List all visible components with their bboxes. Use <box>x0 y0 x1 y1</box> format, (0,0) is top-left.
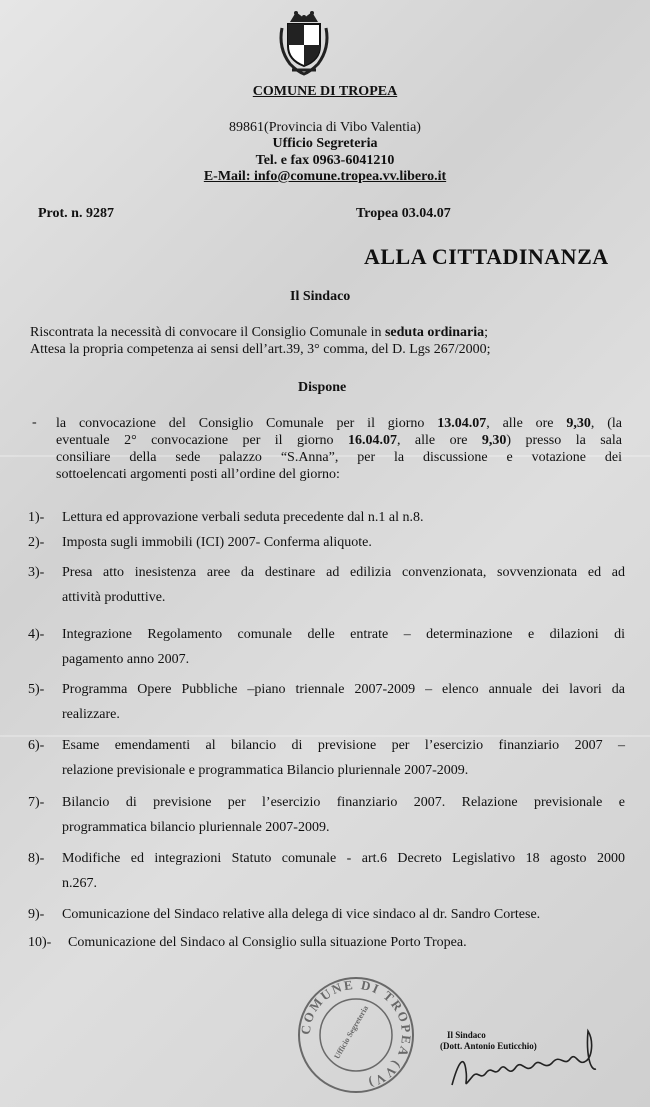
agenda-item: 5)- Programma Opere Pubbliche –piano triennale 2007-2009 – elenco annuale dei lavori da realizzare. <box>28 682 625 722</box>
intro-line-2: Attesa la propria competenza ai sensi dell’art.39, 3° comma, del D. Lgs 267/2000; <box>30 342 491 357</box>
signature-title: Il Sindaco <box>447 1030 486 1040</box>
coat-of-arms-icon <box>276 8 332 78</box>
handwritten-signature <box>436 1023 626 1103</box>
stamp-center-text: Ufficio Segreteria <box>332 1003 371 1061</box>
office-line: Ufficio Segreteria <box>272 136 378 151</box>
convocation-line: la convocazione del Consiglio Comunale per il giorno 13.04.07, alle ore 9,30, (la <box>56 416 622 431</box>
intro-paragraph <box>30 324 625 358</box>
agenda-item: 9)- Comunicazione del Sindaco relative alla delega di vice sindaco al dr. Sandro Cortese. <box>28 907 541 922</box>
bullet-dash: - <box>32 415 37 430</box>
convocation-paragraph <box>56 415 622 483</box>
email-line: E-Mail: info@comune.tropea.vv.libero.it <box>203 169 447 184</box>
stamp-ring-text: COMUNE DI TROPEA (VV) <box>297 976 415 1092</box>
agenda-item: 8)- Modifiche ed integrazioni Statuto comunale - art.6 Decreto Legislativo 18 agosto 2000 n.267. <box>28 851 625 891</box>
intro-line-1: Riscontrata la necessità di convocare il Consiglio Comunale in seduta ordinaria; <box>30 325 489 340</box>
municipality-name: COMUNE DI TROPEA <box>252 84 398 99</box>
agenda-item: 1)- Lettura ed approvazione verbali seduta precedente dal n.1 al n.8. <box>28 510 424 525</box>
convocation-line: consiliare della sede palazzo “S.Anna”, per la discussione e votazione dei <box>56 450 622 465</box>
sindaco-heading: Il Sindaco <box>290 289 351 304</box>
document-title: ALLA CITTADINANZA <box>364 244 609 269</box>
province-line: 89861(Provincia di Vibo Valentia) <box>229 120 421 135</box>
place-date: Tropea 03.04.07 <box>356 206 451 221</box>
protocol-number: Prot. n. 9287 <box>38 206 114 221</box>
official-stamp <box>296 974 416 1096</box>
dispone-heading: Dispone <box>298 380 347 395</box>
signature-name: (Dott. Antonio Euticchio) <box>440 1041 537 1051</box>
convocation-line: sottoelencati argomenti posti all’ordine del giorno: <box>56 467 340 482</box>
phone-line: Tel. e fax 0963-6041210 <box>255 153 395 168</box>
agenda-item: 6)- Esame emendamenti al bilancio di previsione per l’esercizio finanziario 2007 – relazione previsionale e programmatica Bilancio pluriennale 2007-2009. <box>28 738 625 778</box>
agenda-item: 4)- Integrazione Regolamento comunale delle entrate – determinazione e dilazioni di pagamento anno 2007. <box>28 627 625 667</box>
agenda-item: 3)- Presa atto inesistenza aree da destinare ad edilizia convenzionata, sovvenzionata ed ad attività produttive. <box>28 565 625 605</box>
agenda-item: 10)- Comunicazione del Sindaco al Consiglio sulla situazione Porto Tropea. <box>28 935 467 950</box>
agenda-item: 7)- Bilancio di previsione per l’esercizio finanziario 2007. Relazione previsionale e programmatica bilancio pluriennale 2007-2009. <box>28 795 625 835</box>
convocation-line: eventuale 2° convocazione per il giorno 16.04.07, alle ore 9,30) presso la sala <box>56 433 622 448</box>
agenda-item: 2)- Imposta sugli immobili (ICI) 2007- Conferma aliquote. <box>28 535 372 550</box>
